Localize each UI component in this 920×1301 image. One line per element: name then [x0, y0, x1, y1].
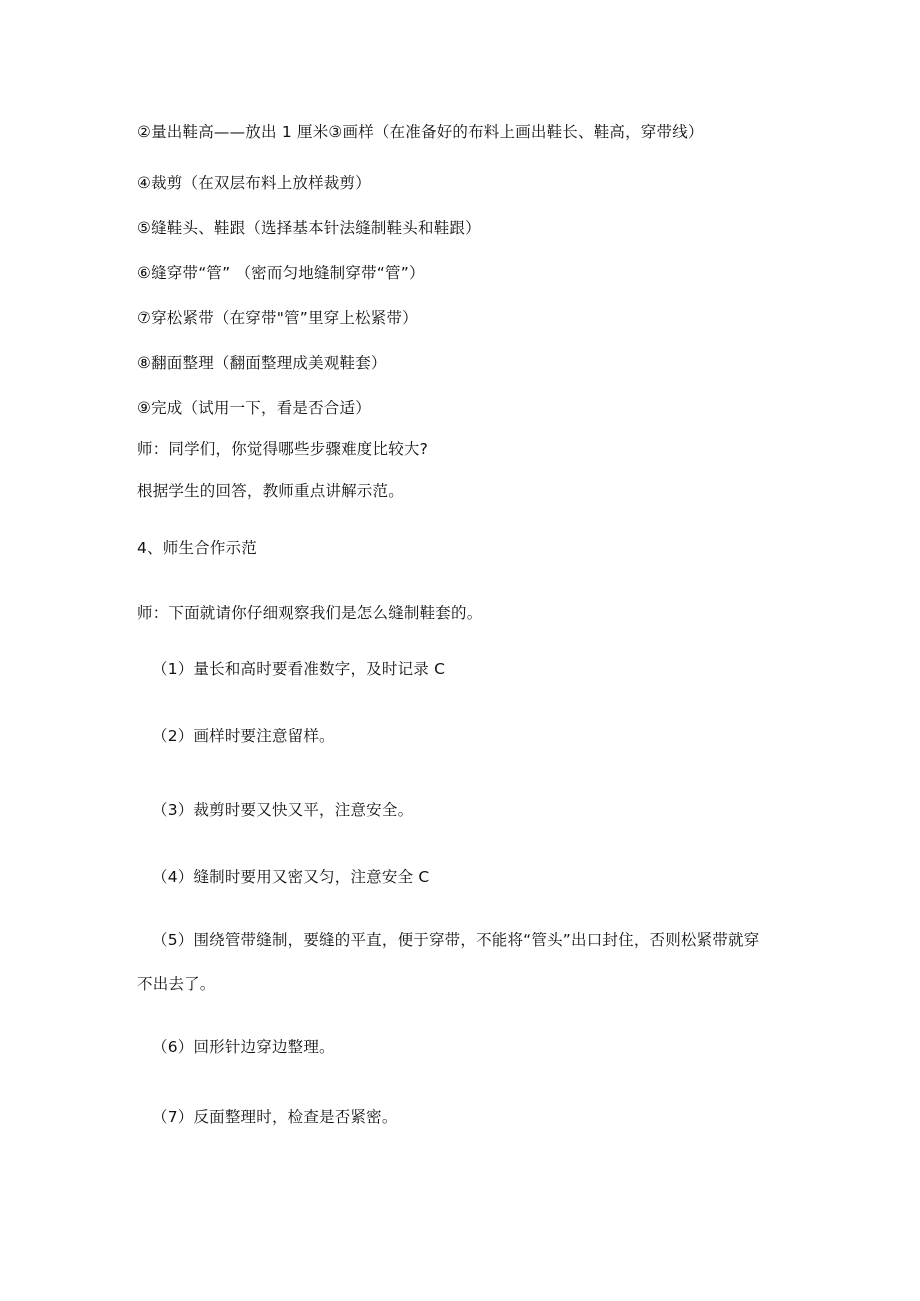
section-heading: 4、师生合作示范: [137, 539, 257, 557]
point-1: （1）量长和高时要看准数字，及时记录 C: [152, 660, 446, 678]
point-3: （3）裁剪时要又快又平，注意安全。: [152, 801, 414, 819]
teacher-response: 根据学生的回答，教师重点讲解示范。: [137, 482, 404, 500]
teacher-question: 师：同学们，你觉得哪些步骤难度比较大?: [137, 440, 429, 458]
step-4: ④裁剪（在双层布料上放样裁剪）: [137, 174, 371, 192]
point-7: （7）反面整理时，检查是否紧密。: [152, 1108, 398, 1126]
teacher-intro: 师：下面就请你仔细观察我们是怎么缝制鞋套的。: [137, 604, 483, 622]
step-2-3: ②量出鞋高——放出 1 厘米③画样（在准备好的布料上画出鞋长、鞋高，穿带线）: [137, 123, 704, 141]
step-6: ⑥缝穿带“管” （密而匀地缝制穿带“管”）: [137, 264, 425, 282]
step-8: ⑧翻面整理（翻面整理成美观鞋套）: [137, 354, 387, 372]
point-6: （6）回形针边穿边整理。: [152, 1038, 335, 1056]
point-2: （2）画样时要注意留样。: [152, 727, 335, 745]
step-9: ⑨完成（试用一下，看是否合适）: [137, 399, 371, 417]
point-4: （4）缝制时要用又密又匀，注意安全 C: [152, 868, 430, 886]
point-5-continued: 不出去了。: [137, 975, 216, 993]
step-5: ⑤缝鞋头、鞋跟（选择基本针法缝制鞋头和鞋跟）: [137, 219, 481, 237]
point-5: （5）围绕管带缝制，要缝的平直，便于穿带，不能将“管头”出口封住，否则松紧带就穿: [152, 931, 760, 949]
step-7: ⑦穿松紧带（在穿带"管”里穿上松紧带）: [137, 309, 418, 327]
